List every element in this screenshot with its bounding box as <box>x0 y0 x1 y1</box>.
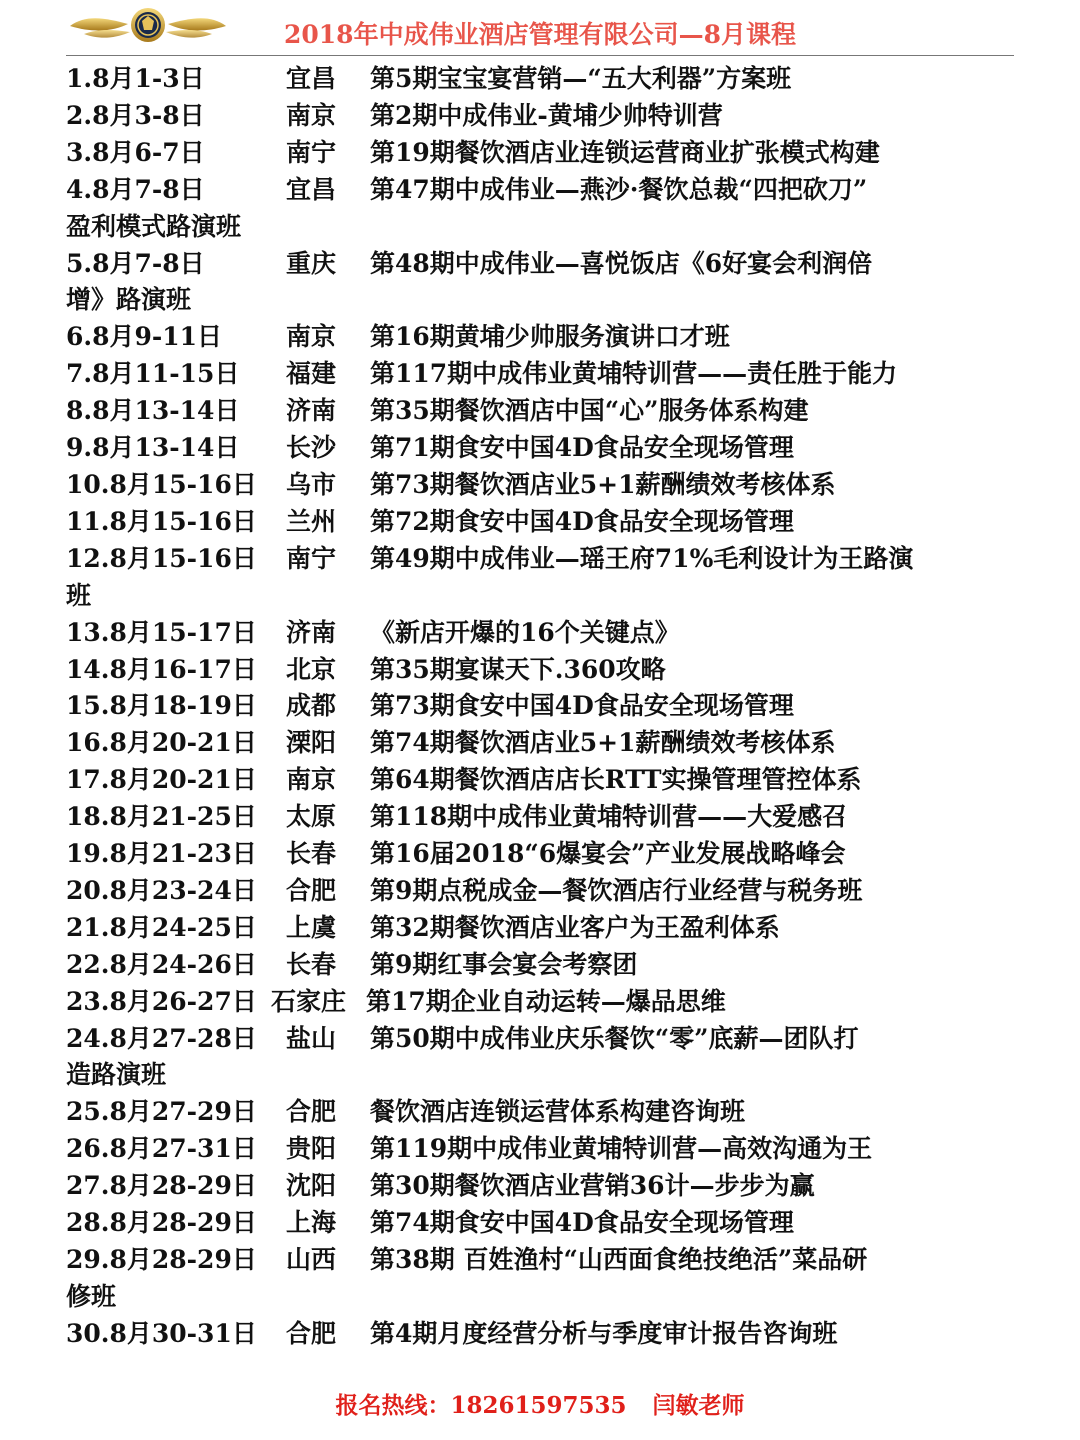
course-title: 第72期食安中国4D食品安全现场管理 <box>370 506 794 536</box>
course-item <box>66 910 1016 947</box>
course-city: 合肥 <box>286 1318 337 1348</box>
course-date: 22.8月24-26日 <box>66 949 257 979</box>
course-title: 第74期食安中国4D食品安全现场管理 <box>370 1208 794 1238</box>
course-city: 贵阳 <box>286 1134 337 1164</box>
course-city: 南京 <box>286 100 337 130</box>
course-city: 乌市 <box>286 469 337 499</box>
document-header <box>0 0 1080 60</box>
course-title: 第38期 百姓渔村“山西面食绝技绝活”菜品研 <box>370 1245 868 1274</box>
course-city: 合肥 <box>286 1097 337 1127</box>
course-city: 南京 <box>286 765 337 795</box>
course-item <box>66 836 1016 873</box>
crest-logo-icon <box>66 4 230 44</box>
course-title-continued: 增》路演班 <box>66 285 192 315</box>
course-title-continued: 修班 <box>66 1281 117 1311</box>
course-item <box>66 172 1016 246</box>
course-title: 第17期企业自动运转—爆品思维 <box>366 986 726 1016</box>
course-date: 7.8月11-15日 <box>66 359 240 389</box>
course-date: 14.8月16-17日 <box>66 654 257 684</box>
course-item <box>66 430 1016 467</box>
course-item <box>66 1168 1016 1205</box>
course-date: 6.8月9-11日 <box>66 322 223 352</box>
course-title: 第119期中成伟业黄埔特训营—高效沟通为王 <box>370 1134 873 1164</box>
course-title: 第50期中成伟业庆乐餐饮“零”底薪—团队打 <box>370 1023 859 1053</box>
course-date: 28.8月28-29日 <box>66 1208 257 1238</box>
course-title-continued: 盈利模式路演班 <box>66 211 242 241</box>
course-title: 第73期食安中国4D食品安全现场管理 <box>370 691 794 721</box>
course-date: 1.8月1-3日 <box>66 64 205 93</box>
course-title-continued: 造路演班 <box>66 1060 167 1090</box>
course-date: 20.8月23-24日 <box>66 875 257 905</box>
course-date: 4.8月7-8日 <box>66 174 205 204</box>
course-date: 29.8月28-29日 <box>66 1245 257 1274</box>
course-city: 长春 <box>286 949 337 979</box>
course-city: 长沙 <box>286 433 337 463</box>
course-item <box>66 541 1016 615</box>
course-date: 30.8月30-31日 <box>66 1318 257 1348</box>
registration-hotline: 报名热线：18261597535 <box>335 1392 627 1419</box>
contact-teacher: 闫敏老师 <box>652 1392 745 1419</box>
course-city: 溧阳 <box>286 728 337 758</box>
course-city: 太原 <box>286 802 337 832</box>
course-item <box>66 319 1016 356</box>
course-item <box>66 1131 1016 1168</box>
course-date: 23.8月26-27日 <box>66 986 257 1016</box>
course-title: 第35期餐饮酒店中国“心”服务体系构建 <box>370 396 809 426</box>
course-item <box>66 799 1016 836</box>
course-city: 济南 <box>286 396 337 426</box>
course-title: 第4期月度经营分析与季度审计报告咨询班 <box>370 1318 838 1348</box>
course-date: 15.8月18-19日 <box>66 691 257 721</box>
course-city: 上海 <box>286 1208 337 1238</box>
course-list <box>66 61 1016 1353</box>
course-title: 第9期点税成金—餐饮酒店行业经营与税务班 <box>370 875 863 905</box>
course-title: 餐饮酒店连锁运营体系构建咨询班 <box>370 1097 746 1127</box>
course-item <box>66 688 1016 725</box>
course-title: 第71期食安中国4D食品安全现场管理 <box>370 433 794 463</box>
course-date: 18.8月21-25日 <box>66 802 257 832</box>
course-date: 27.8月28-29日 <box>66 1171 257 1201</box>
course-item <box>66 246 1016 320</box>
course-title: 第64期餐饮酒店店长RTT实操管理管控体系 <box>370 765 862 795</box>
course-item <box>66 1094 1016 1131</box>
course-item <box>66 1205 1016 1242</box>
course-date: 2.8月3-8日 <box>66 100 205 130</box>
course-item <box>66 135 1016 172</box>
course-city: 成都 <box>286 691 337 721</box>
course-city: 沈阳 <box>286 1171 337 1201</box>
course-item <box>66 762 1016 799</box>
document-title: 2018年中成伟业酒店管理有限公司—8月课程 <box>284 20 796 49</box>
course-item <box>66 1316 1016 1353</box>
course-item <box>66 393 1016 430</box>
course-item <box>66 725 1016 762</box>
course-item <box>66 1021 1016 1095</box>
course-date: 5.8月7-8日 <box>66 248 205 278</box>
course-title: 第35期宴谋天下.360攻略 <box>370 654 666 684</box>
course-city: 重庆 <box>286 248 337 278</box>
course-city: 山西 <box>286 1245 337 1274</box>
course-item <box>66 652 1016 689</box>
course-date: 17.8月20-21日 <box>66 765 257 795</box>
course-title: 第9期红事会宴会考察团 <box>370 949 638 979</box>
course-title: 第117期中成伟业黄埔特训营——责任胜于能力 <box>370 359 898 389</box>
course-city: 长春 <box>286 839 337 869</box>
course-item <box>66 98 1016 135</box>
course-city: 北京 <box>286 654 337 684</box>
course-title: 第32期餐饮酒店业客户为王盈利体系 <box>370 912 780 942</box>
course-city: 南宁 <box>286 137 337 167</box>
course-city: 兰州 <box>286 506 337 536</box>
course-date: 25.8月27-29日 <box>66 1097 257 1127</box>
registration-footer <box>0 1388 1080 1424</box>
course-date: 8.8月13-14日 <box>66 396 240 426</box>
course-city: 福建 <box>286 359 337 389</box>
course-city: 盐山 <box>286 1023 337 1053</box>
course-date: 24.8月27-28日 <box>66 1023 257 1053</box>
course-item <box>66 61 1016 98</box>
course-city: 济南 <box>286 617 337 647</box>
course-date: 21.8月24-25日 <box>66 912 257 942</box>
course-item <box>66 1242 1016 1316</box>
course-title: 第74期餐饮酒店业5+1薪酬绩效考核体系 <box>370 728 836 758</box>
course-city: 南京 <box>286 322 337 352</box>
course-date: 3.8月6-7日 <box>66 137 205 167</box>
course-date: 13.8月15-17日 <box>66 617 257 647</box>
course-date: 9.8月13-14日 <box>66 433 240 463</box>
course-date: 12.8月15-16日 <box>66 543 257 573</box>
course-title: 第16期黄埔少帅服务演讲口才班 <box>370 322 730 352</box>
course-title: 第16届2018“6爆宴会”产业发展战略峰会 <box>370 839 846 869</box>
course-city: 合肥 <box>286 875 337 905</box>
course-city: 石家庄 <box>271 986 347 1016</box>
course-item <box>66 947 1016 984</box>
course-date: 16.8月20-21日 <box>66 728 257 758</box>
course-item <box>66 615 1016 652</box>
course-date: 10.8月15-16日 <box>66 469 257 499</box>
course-title: 第118期中成伟业黄埔特训营——大爱感召 <box>370 802 848 832</box>
course-item <box>66 467 1016 504</box>
course-city: 宜昌 <box>286 64 337 93</box>
course-date: 19.8月21-23日 <box>66 839 257 869</box>
course-title: 第19期餐饮酒店业连锁运营商业扩张模式构建 <box>370 137 880 167</box>
course-title: 第73期餐饮酒店业5+1薪酬绩效考核体系 <box>370 469 836 499</box>
course-title-continued: 班 <box>66 580 92 610</box>
course-item <box>66 984 1016 1021</box>
course-city: 上虞 <box>286 912 337 942</box>
course-title: 第47期中成伟业—燕沙·餐饮总裁“四把砍刀” <box>370 174 868 204</box>
course-title: 第48期中成伟业—喜悦饭店《6好宴会利润倍 <box>370 248 873 278</box>
course-title: 第5期宝宝宴营销—“五大利器”方案班 <box>370 64 792 93</box>
course-item <box>66 356 1016 393</box>
course-date: 26.8月27-31日 <box>66 1134 257 1164</box>
course-title: 第2期中成伟业-黄埔少帅特训营 <box>370 100 723 130</box>
course-title: 《新店开爆的16个关键点》 <box>370 617 680 647</box>
course-city: 宜昌 <box>286 174 337 204</box>
course-title: 第49期中成伟业—瑶王府71%毛利设计为王路演 <box>370 543 914 573</box>
course-item <box>66 504 1016 541</box>
course-title: 第30期餐饮酒店业营销36计—步步为赢 <box>370 1171 815 1201</box>
header-divider <box>66 55 1014 56</box>
course-item <box>66 873 1016 910</box>
course-date: 11.8月15-16日 <box>66 506 257 536</box>
course-city: 南宁 <box>286 543 337 573</box>
